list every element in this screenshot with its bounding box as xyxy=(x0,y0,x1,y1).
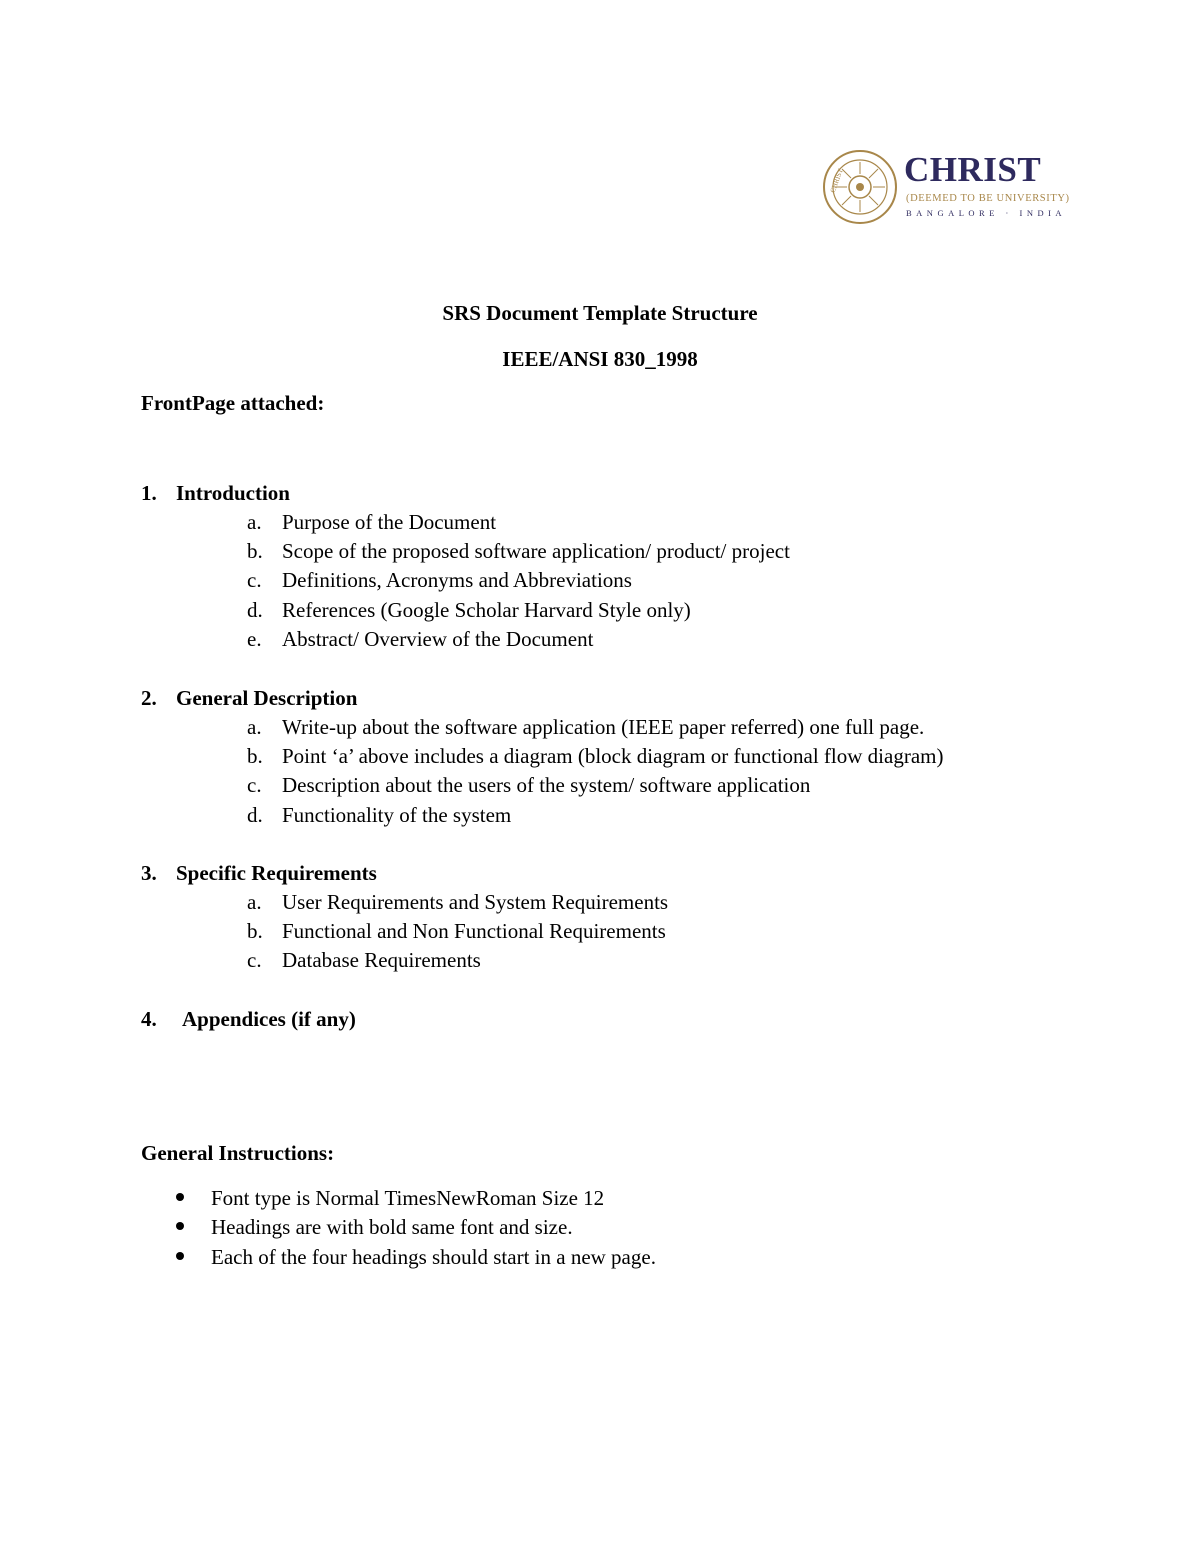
list-item: Scope of the proposed software application/ product/ project xyxy=(282,539,790,563)
document-standard: IEEE/ANSI 830_1998 xyxy=(502,347,698,371)
bullet-icon xyxy=(176,1222,184,1230)
list-item: Each of the four headings should start in a new page. xyxy=(211,1245,656,1269)
list-item: Definitions, Acronyms and Abbreviations xyxy=(282,568,632,592)
item-letter: a. xyxy=(247,715,262,739)
section-title: Appendices (if any) xyxy=(182,1007,356,1031)
logo-name: CHRIST xyxy=(904,150,1042,189)
item-letter: b. xyxy=(247,919,263,943)
logo-subtitle: (DEEMED TO BE UNIVERSITY) xyxy=(906,193,1070,204)
item-letter: d. xyxy=(247,803,263,827)
section-number: 4. xyxy=(141,1007,157,1031)
bullet-icon xyxy=(176,1252,184,1260)
item-letter: c. xyxy=(247,773,262,797)
item-letter: a. xyxy=(247,890,262,914)
logo-city: BANGALORE · INDIA xyxy=(906,208,1067,218)
list-item: References (Google Scholar Harvard Style only) xyxy=(282,598,691,622)
document-title: SRS Document Template Structure xyxy=(442,301,758,325)
section-title: General Description xyxy=(176,686,358,710)
list-item: User Requirements and System Requirements xyxy=(282,890,669,914)
section-number: 3. xyxy=(141,861,157,885)
list-item: Database Requirements xyxy=(282,948,481,972)
bullet-icon xyxy=(176,1193,184,1201)
christ-university-logo xyxy=(822,148,1070,228)
section-number: 2. xyxy=(141,686,157,710)
section-number: 1. xyxy=(141,481,157,505)
item-letter: e. xyxy=(247,627,262,651)
list-item: Write-up about the software application (IEEE paper referred) one full page. xyxy=(282,715,925,739)
list-item: Abstract/ Overview of the Document xyxy=(282,627,594,651)
item-letter: b. xyxy=(247,539,263,563)
item-letter: c. xyxy=(247,568,262,592)
item-letter: d. xyxy=(247,598,263,622)
university-seal-icon xyxy=(822,148,898,226)
list-item: Description about the users of the system/ software application xyxy=(282,773,811,797)
front-page-label: FrontPage attached: xyxy=(141,391,325,415)
item-letter: b. xyxy=(247,744,263,768)
section-title: Introduction xyxy=(176,481,290,505)
item-letter: c. xyxy=(247,948,262,972)
list-item: Functionality of the system xyxy=(282,803,512,827)
list-item: Font type is Normal TimesNewRoman Size 12 xyxy=(211,1186,605,1210)
instructions-heading: General Instructions: xyxy=(141,1141,335,1165)
list-item: Functional and Non Functional Requirements xyxy=(282,919,666,943)
list-item: Point ‘a’ above includes a diagram (block diagram or functional flow diagram) xyxy=(282,744,944,768)
section-title: Specific Requirements xyxy=(176,861,377,885)
seal-text: CHRIST xyxy=(828,167,845,194)
item-letter: a. xyxy=(247,510,262,534)
list-item: Purpose of the Document xyxy=(282,510,497,534)
list-item: Headings are with bold same font and size. xyxy=(211,1215,573,1239)
